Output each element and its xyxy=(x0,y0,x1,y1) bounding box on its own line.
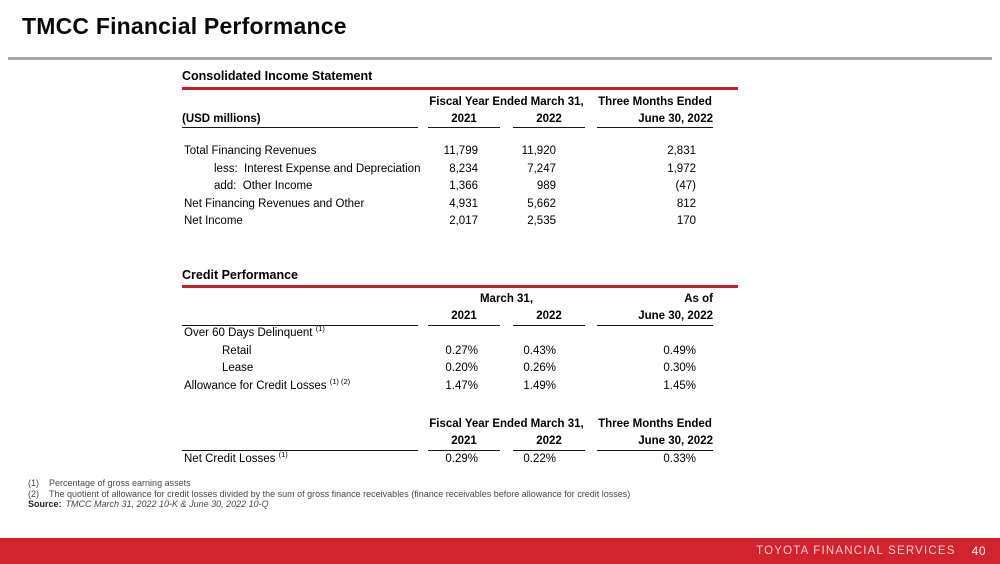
underline xyxy=(182,127,418,128)
cell-q2-2022: (47) xyxy=(675,180,696,192)
table-row xyxy=(182,378,738,396)
cell-fy2022: 0.22% xyxy=(523,452,556,465)
section-title-income-statement: Consolidated Income Statement xyxy=(182,69,373,83)
footnotes xyxy=(28,478,630,510)
page-number: 40 xyxy=(971,544,986,558)
cell-q2-2022: 1.45% xyxy=(663,379,696,392)
source-text: TMCC March 31, 2022 10-K & June 30, 2022 10-Q xyxy=(65,499,269,509)
row-label: Net Income xyxy=(184,215,243,227)
source-line xyxy=(28,499,630,510)
row-label: Net Credit Losses $^{(1)}$ xyxy=(184,449,288,465)
footnote-marker: (1) xyxy=(278,449,288,459)
ncl-header-groups xyxy=(182,416,738,432)
page-title: TMCC Financial Performance xyxy=(22,13,347,39)
cell-fy2021: 8,234 xyxy=(449,162,478,175)
footnote-1 xyxy=(28,478,630,489)
cell-fy2022: 989 xyxy=(536,180,556,192)
brand-wordmark: TOYOTA FINANCIAL SERVICES xyxy=(756,545,956,557)
cell-fy2022: 11,920 xyxy=(521,145,556,157)
column-header-june-2022: June 30, 2022 xyxy=(638,310,713,322)
cell-fy2021: 4,931 xyxy=(449,197,478,210)
footnote-number: (2) xyxy=(28,488,39,499)
column-header-2021: 2021 xyxy=(451,310,477,322)
footnote-marker: (1) xyxy=(315,324,325,334)
cell-fy2021: 0.27% xyxy=(445,344,478,357)
row-label: add: Other Income xyxy=(214,180,313,192)
cell-q2-2022: 0.49% xyxy=(663,344,696,357)
section-title-credit-performance: Credit Performance xyxy=(182,268,299,282)
credit-header-years xyxy=(182,308,738,324)
column-group-fiscal-year: Fiscal Year Ended March 31, xyxy=(429,96,584,108)
section-rule-red xyxy=(182,87,738,90)
column-header-2022: 2022 xyxy=(536,310,562,322)
source-label: Source: xyxy=(28,499,62,509)
section-rule-red xyxy=(182,285,738,288)
table-row xyxy=(182,343,738,361)
footnote-number: (1) xyxy=(28,478,39,488)
table-row xyxy=(182,451,738,469)
cell-fy2021: 1.47% xyxy=(445,379,478,392)
cell-fy2021: 11,799 xyxy=(443,145,478,157)
column-group-as-of: As of xyxy=(684,293,713,305)
column-group-march-31: March 31, xyxy=(479,293,534,305)
column-header-2021: 2021 xyxy=(451,113,477,125)
table-row xyxy=(182,213,738,231)
table-row xyxy=(182,143,738,161)
income-header-years xyxy=(182,111,738,127)
column-header-june-2022: June 30, 2022 xyxy=(638,113,713,125)
column-group-three-months: Three Months Ended xyxy=(598,96,712,108)
cell-fy2021: 0.20% xyxy=(445,362,478,374)
income-header-groups xyxy=(182,94,738,110)
footnote-text: The quotient of allowance for credit losses divided by the sum of gross finance receivables (finance receivables before allowance for credit losses) xyxy=(49,488,631,499)
row-label: Lease xyxy=(222,362,254,374)
cell-q2-2022: 1,972 xyxy=(667,162,696,175)
cell-fy2022: 1.49% xyxy=(523,379,556,392)
column-header-2021: 2021 xyxy=(451,435,477,447)
column-header-june-2022: June 30, 2022 xyxy=(638,435,713,447)
table-row xyxy=(182,360,738,378)
column-group-three-months: Three Months Ended xyxy=(598,418,712,430)
table-row xyxy=(182,196,738,214)
underline xyxy=(513,127,585,128)
cell-fy2021: 2,017 xyxy=(449,215,478,227)
column-group-fiscal-year: Fiscal Year Ended March 31, xyxy=(429,418,584,430)
cell-q2-2022: 2,831 xyxy=(667,145,696,157)
underline xyxy=(597,127,713,128)
table-row xyxy=(182,325,738,343)
cell-q2-2022: 170 xyxy=(676,215,696,227)
cell-fy2022: 7,247 xyxy=(527,162,556,175)
footnote-text: Percentage of gross earning assets xyxy=(49,478,191,488)
cell-q2-2022: 812 xyxy=(676,197,696,210)
table-row xyxy=(182,161,738,179)
cell-q2-2022: 0.33% xyxy=(663,452,696,465)
content-area xyxy=(182,0,738,540)
row-label: Retail xyxy=(222,344,252,357)
row-label: less: Interest Expense and Depreciation xyxy=(214,162,421,175)
row-label: Net Financing Revenues and Other xyxy=(184,197,365,210)
table-row xyxy=(182,178,738,196)
footnote-2 xyxy=(28,489,630,500)
footnote-marker: (1) (2) xyxy=(329,376,351,386)
row-label: Over 60 Days Delinquent $^{(1)}$ xyxy=(184,324,325,339)
cell-q2-2022: 0.30% xyxy=(663,362,696,374)
unit-label: (USD millions) xyxy=(182,113,261,125)
cell-fy2022: 0.43% xyxy=(523,344,556,357)
ncl-header-years xyxy=(182,433,738,449)
column-header-2022: 2022 xyxy=(536,113,562,125)
row-label: Total Financing Revenues xyxy=(184,145,317,157)
cell-fy2021: 0.29% xyxy=(445,452,478,465)
underline xyxy=(428,127,500,128)
credit-header-groups xyxy=(182,291,738,307)
cell-fy2022: 0.26% xyxy=(523,362,556,374)
row-label: Allowance for Credit Losses $^{(1) (2)}$ xyxy=(184,376,351,392)
footer-bar xyxy=(0,538,1000,564)
column-header-2022: 2022 xyxy=(536,435,562,447)
cell-fy2022: 2,535 xyxy=(527,215,556,227)
income-header-underlines xyxy=(182,127,738,129)
cell-fy2021: 1,366 xyxy=(449,180,478,192)
cell-fy2022: 5,662 xyxy=(527,197,556,210)
